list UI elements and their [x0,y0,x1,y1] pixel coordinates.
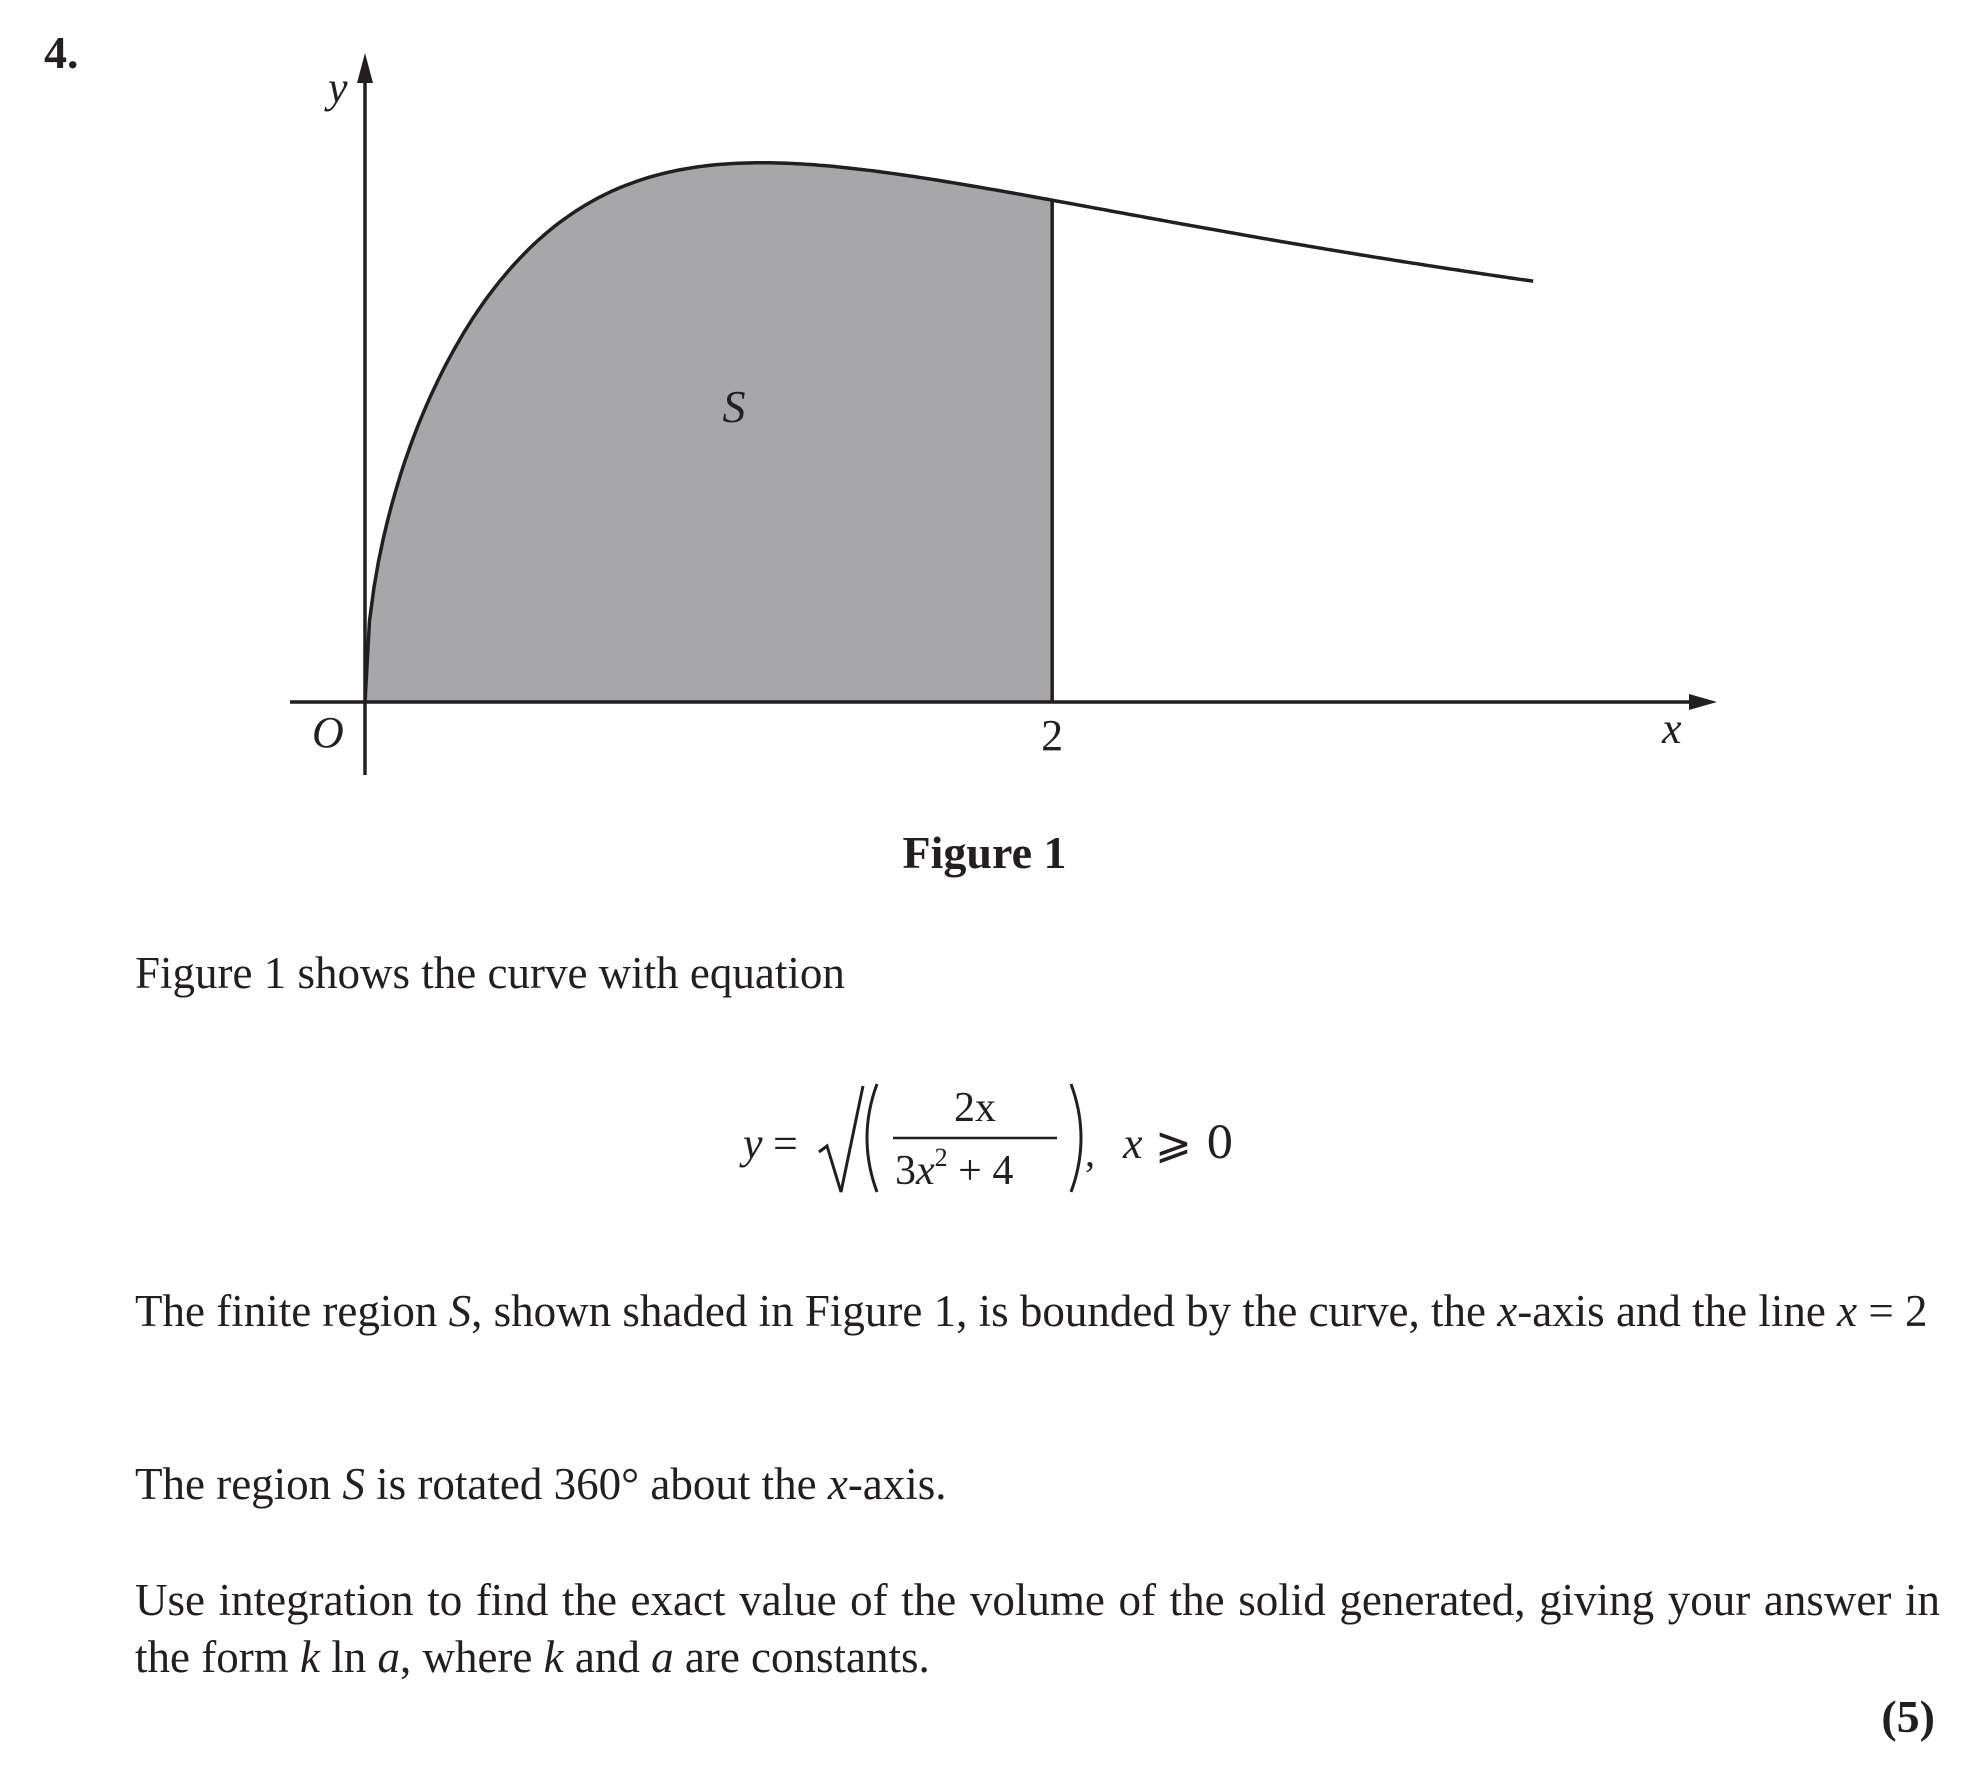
figure-1 [0,0,1969,820]
equation-equals: = [773,1119,798,1168]
equation-comma: , [1085,1130,1095,1175]
curve-equation [735,1066,1275,1216]
y-axis-label: y [328,63,348,112]
paragraph-rotation: The region S is rotated 360° about the x-axis. [135,1459,947,1509]
x-axis-label: x [1662,704,1682,753]
figure-caption: Figure 1 [902,827,1067,878]
y-axis-arrowhead [357,53,373,83]
condition-var: x [1123,1119,1143,1168]
intro-sentence: Figure 1 shows the curve with equation [135,948,845,998]
paragraph-region-definition: The finite region S, shown shaded in Figure 1, is bounded by the curve, the x-axis and the line x = 2 [135,1286,1928,1336]
intro-text [135,945,1940,1002]
fraction-denominator: $3x^2 + 4$ [895,1143,1014,1194]
condition-relation: ⩾ 0 [1155,1118,1234,1169]
left-paren [867,1084,877,1192]
question-number: 4. [44,27,79,78]
x-axis-arrowhead [1689,694,1717,710]
paragraph-task: Use integration to find the exact value of the volume of the solid generated, giving your answer in the form k ln a, where k and a are constants. [135,1575,1940,1682]
fraction-numerator: 2x [954,1085,996,1131]
origin-label: O [312,708,344,757]
region-label-s: S [722,381,746,432]
marks-value: (5) [1881,1691,1935,1742]
shaded-region-s [365,163,1052,702]
equation-lhs: y [743,1119,763,1168]
x-tick-label-2: 2 [1041,711,1064,760]
right-paren [1071,1084,1081,1192]
radical-sign [819,1086,863,1192]
